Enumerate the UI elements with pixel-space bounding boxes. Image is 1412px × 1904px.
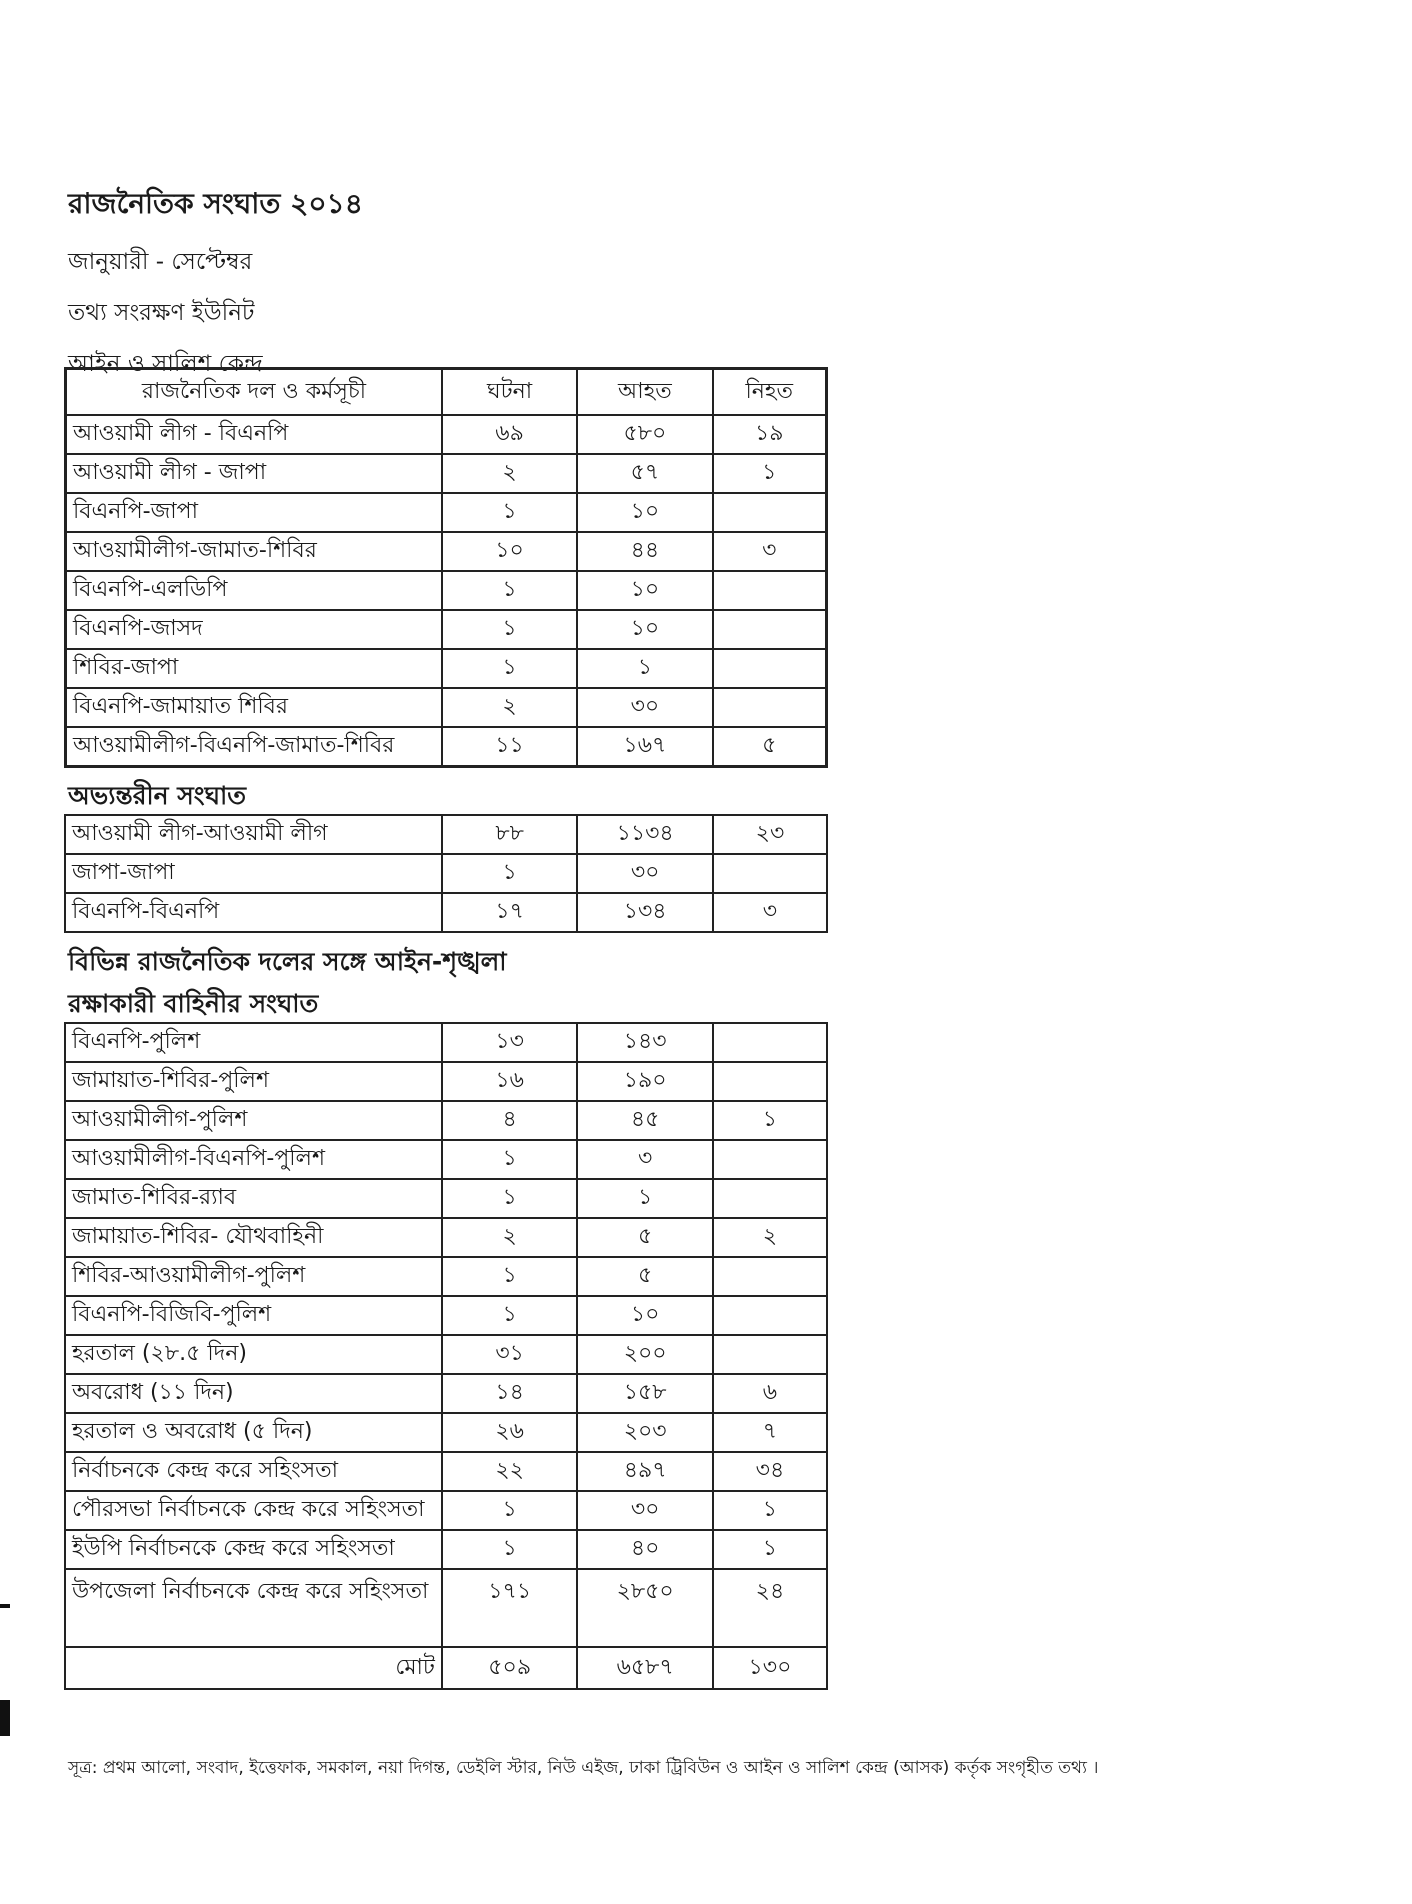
party-cell: বিএনপি-এলডিপি: [66, 571, 442, 610]
party-cell: আওয়ামী লীগ-আওয়ামী লীগ: [65, 815, 442, 854]
party-cell: আওয়ামীলীগ-বিএনপি-পুলিশ: [65, 1140, 442, 1179]
organization-line: আইন ও সালিশ কেন্দ্র: [68, 351, 263, 377]
injured-cell: ২০৩: [577, 1413, 712, 1452]
incidents-cell: ১: [442, 1491, 577, 1530]
killed-cell: ১: [713, 454, 827, 493]
table-row: [65, 1101, 827, 1140]
document-header: [68, 182, 363, 396]
incidents-cell: ৩১: [442, 1335, 577, 1374]
killed-cell: [713, 610, 827, 649]
injured-cell: ৩০: [577, 854, 712, 893]
header-incidents: ঘটনা: [442, 369, 577, 416]
incidents-cell: ১: [442, 1296, 577, 1335]
party-cell: বিএনপি-বিএনপি: [65, 893, 442, 932]
party-cell: আওয়ামীলীগ-পুলিশ: [65, 1101, 442, 1140]
table-row: [65, 1062, 827, 1101]
table-row: [65, 1413, 827, 1452]
injured-cell: ২০০: [577, 1335, 712, 1374]
injured-cell: ১: [577, 649, 712, 688]
total-label: মোট: [65, 1647, 442, 1689]
killed-cell: ৩: [713, 893, 827, 932]
injured-cell: ১: [577, 1179, 712, 1218]
incidents-cell: ১৭১: [442, 1569, 577, 1647]
injured-cell: ১৩৪: [577, 893, 712, 932]
party-cell: নির্বাচনকে কেন্দ্র করে সহিংসতা: [65, 1452, 442, 1491]
party-cell: অবরোধ (১১ দিন): [65, 1374, 442, 1413]
total-incidents: ৫০৯: [442, 1647, 577, 1689]
period-line: জানুয়ারী - সেপ্টেম্বর: [68, 249, 253, 275]
table-row: [65, 1218, 827, 1257]
document-title: রাজনৈতিক সংঘাত ২০১৪: [68, 187, 363, 220]
table-row: [66, 415, 827, 454]
total-killed: ১৩০: [713, 1647, 827, 1689]
internal-conflict-table: [64, 814, 828, 933]
table-header-row: [66, 369, 827, 416]
incidents-cell: ১৩: [442, 1023, 577, 1062]
incidents-cell: ২২: [442, 1452, 577, 1491]
party-cell: হরতাল (২৮.৫ দিন): [65, 1335, 442, 1374]
table-row: [65, 1491, 827, 1530]
internal-conflict-heading: অভ্যন্তরীন সংঘাত: [68, 781, 247, 810]
incidents-cell: ১: [442, 493, 577, 532]
party-cell: জামায়াত-শিবির- যৌথবাহিনী: [65, 1218, 442, 1257]
injured-cell: ৫: [577, 1257, 712, 1296]
header-injured: আহত: [577, 369, 712, 416]
injured-cell: ৫৮০: [577, 415, 712, 454]
killed-cell: ১: [713, 1491, 827, 1530]
injured-cell: ৪৯৭: [577, 1452, 712, 1491]
killed-cell: ৬: [713, 1374, 827, 1413]
table-row: [66, 688, 827, 727]
injured-cell: ৩০: [577, 688, 712, 727]
killed-cell: [713, 688, 827, 727]
table-row: [65, 854, 827, 893]
killed-cell: ১৯: [713, 415, 827, 454]
injured-cell: ৫৭: [577, 454, 712, 493]
incidents-cell: ১৭: [442, 893, 577, 932]
unit-line: তথ্য সংরক্ষণ ইউনিট: [68, 300, 255, 326]
table-row: [65, 1374, 827, 1413]
table-row: [65, 1335, 827, 1374]
table-row: [66, 727, 827, 767]
injured-cell: ১০: [577, 610, 712, 649]
incidents-cell: ১: [442, 854, 577, 893]
injured-cell: ১৫৮: [577, 1374, 712, 1413]
party-cell: জামাত-শিবির-র‍্যাব: [65, 1179, 442, 1218]
killed-cell: [713, 1179, 827, 1218]
table-row: [65, 1140, 827, 1179]
killed-cell: ২: [713, 1218, 827, 1257]
party-cell: ইউপি নির্বাচনকে কেন্দ্র করে সহিংসতা: [65, 1530, 442, 1569]
injured-cell: ১০: [577, 493, 712, 532]
table-row: [65, 893, 827, 932]
incidents-cell: ২: [442, 688, 577, 727]
table-row: [65, 1257, 827, 1296]
killed-cell: [713, 1023, 827, 1062]
party-cell: জাপা-জাপা: [65, 854, 442, 893]
killed-cell: ৫: [713, 727, 827, 767]
table-row: [66, 532, 827, 571]
incidents-cell: ২: [442, 1218, 577, 1257]
killed-cell: [713, 1296, 827, 1335]
total-row: [65, 1647, 827, 1689]
law-enforcement-table: [64, 1022, 828, 1690]
killed-cell: [713, 571, 827, 610]
header-party: রাজনৈতিক দল ও কর্মসূচী: [66, 369, 442, 416]
table-row: [66, 493, 827, 532]
table-row: [65, 1569, 827, 1647]
injured-cell: ২৮৫০: [577, 1569, 712, 1647]
table-row: [65, 1179, 827, 1218]
injured-cell: ৪৫: [577, 1101, 712, 1140]
killed-cell: [713, 1062, 827, 1101]
total-injured: ৬৫৮৭: [577, 1647, 712, 1689]
killed-cell: [713, 649, 827, 688]
incidents-cell: ১: [442, 1179, 577, 1218]
table-row: [65, 1530, 827, 1569]
incidents-cell: ১: [442, 1257, 577, 1296]
table-row: [66, 610, 827, 649]
incidents-cell: ১: [442, 1530, 577, 1569]
incidents-cell: ১৪: [442, 1374, 577, 1413]
killed-cell: ১: [713, 1101, 827, 1140]
law-enforcement-heading-line2: রক্ষাকারী বাহিনীর সংঘাত: [68, 989, 319, 1018]
party-cell: শিবির-আওয়ামীলীগ-পুলিশ: [65, 1257, 442, 1296]
scan-edge-mark: [0, 1700, 10, 1736]
party-cell: আওয়ামী লীগ - বিএনপি: [66, 415, 442, 454]
injured-cell: ১৪৩: [577, 1023, 712, 1062]
killed-cell: ১: [713, 1530, 827, 1569]
injured-cell: ৫: [577, 1218, 712, 1257]
party-cell: বিএনপি-বিজিবি-পুলিশ: [65, 1296, 442, 1335]
incidents-cell: ১৬: [442, 1062, 577, 1101]
incidents-cell: ৬৯: [442, 415, 577, 454]
table-row: [65, 1023, 827, 1062]
killed-cell: [713, 854, 827, 893]
incidents-cell: ৪: [442, 1101, 577, 1140]
incidents-cell: ১০: [442, 532, 577, 571]
party-cell: বিএনপি-জাপা: [66, 493, 442, 532]
killed-cell: [713, 1140, 827, 1179]
header-killed: নিহত: [713, 369, 827, 416]
killed-cell: ৩৪: [713, 1452, 827, 1491]
law-enforcement-heading-line1: বিভিন্ন রাজনৈতিক দলের সঙ্গে আইন-শৃঙ্খলা: [68, 947, 507, 976]
killed-cell: ৭: [713, 1413, 827, 1452]
incidents-cell: ১১: [442, 727, 577, 767]
table-row: [66, 454, 827, 493]
party-cell: বিএনপি-জামায়াত শিবির: [66, 688, 442, 727]
inter-party-table: [64, 367, 828, 768]
injured-cell: ৪০: [577, 1530, 712, 1569]
injured-cell: ১৬৭: [577, 727, 712, 767]
incidents-cell: ১: [442, 649, 577, 688]
source-note: সূত্র: প্রথম আলো, সংবাদ, ইত্তেফাক, সমকাল, নয়া দিগন্ত, ডেইলি স্টার, নিউ এইজ, ঢাকা ট্রিবিউন ও আইন ও সালিশ কেন্দ্র (আসক) কর্তৃক সংগৃহীত তথ্য ।: [68, 1758, 1099, 1778]
party-cell: বিএনপি-জাসদ: [66, 610, 442, 649]
party-cell: পৌরসভা নির্বাচনকে কেন্দ্র করে সহিংসতা: [65, 1491, 442, 1530]
party-cell: আওয়ামীলীগ-বিএনপি-জামাত-শিবির: [66, 727, 442, 767]
party-cell: আওয়ামী লীগ - জাপা: [66, 454, 442, 493]
incidents-cell: ১: [442, 610, 577, 649]
incidents-cell: ১: [442, 1140, 577, 1179]
incidents-cell: ২: [442, 454, 577, 493]
killed-cell: [713, 493, 827, 532]
table-row: [65, 1296, 827, 1335]
incidents-cell: ১: [442, 571, 577, 610]
party-cell: বিএনপি-পুলিশ: [65, 1023, 442, 1062]
killed-cell: ৩: [713, 532, 827, 571]
injured-cell: ১৯০: [577, 1062, 712, 1101]
killed-cell: ২৪: [713, 1569, 827, 1647]
killed-cell: ২৩: [713, 815, 827, 854]
injured-cell: ৪৪: [577, 532, 712, 571]
injured-cell: ১০: [577, 571, 712, 610]
party-cell: হরতাল ও অবরোধ (৫ দিন): [65, 1413, 442, 1452]
table-row: [66, 571, 827, 610]
incidents-cell: ২৬: [442, 1413, 577, 1452]
injured-cell: ১১৩৪: [577, 815, 712, 854]
injured-cell: ৩: [577, 1140, 712, 1179]
table-row: [66, 649, 827, 688]
party-cell: উপজেলা নির্বাচনকে কেন্দ্র করে সহিংসতা: [65, 1569, 442, 1647]
scan-edge-mark: [0, 1604, 10, 1608]
injured-cell: ১০: [577, 1296, 712, 1335]
injured-cell: ৩০: [577, 1491, 712, 1530]
table-row: [65, 815, 827, 854]
table-row: [65, 1452, 827, 1491]
party-cell: আওয়ামীলীগ-জামাত-শিবির: [66, 532, 442, 571]
killed-cell: [713, 1335, 827, 1374]
incidents-cell: ৮৮: [442, 815, 577, 854]
party-cell: জামায়াত-শিবির-পুলিশ: [65, 1062, 442, 1101]
killed-cell: [713, 1257, 827, 1296]
party-cell: শিবির-জাপা: [66, 649, 442, 688]
